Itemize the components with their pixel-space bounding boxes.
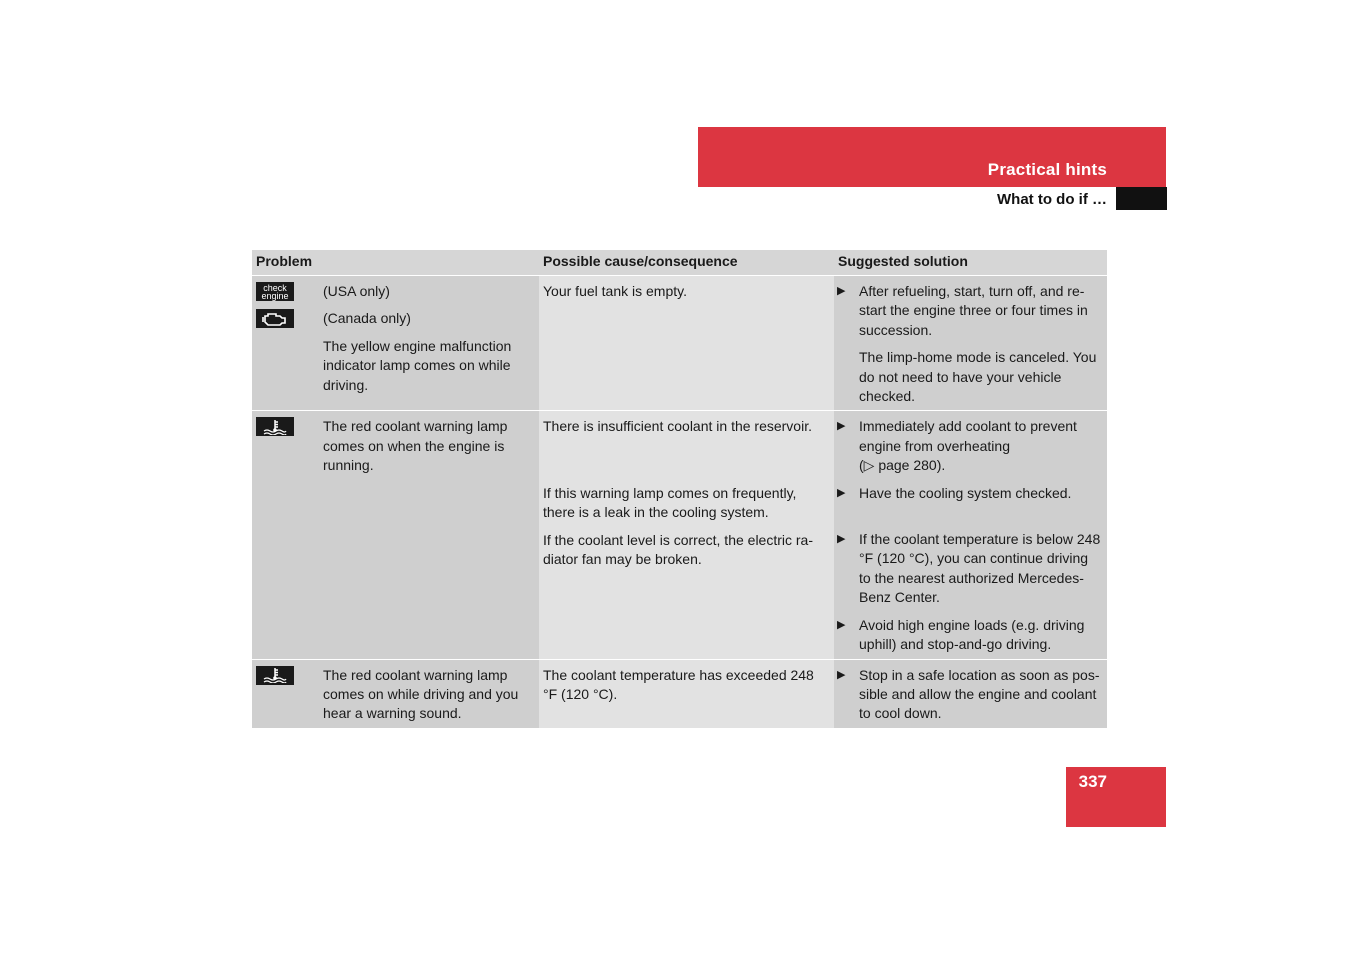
- problem-text: The red coolant warning lamp comes on when the engine is running.: [323, 418, 508, 474]
- header-solution: Suggested solution: [838, 253, 968, 269]
- solution-item: ▶ Stop in a safe location as soon as pos-sible and allow the engine and coolant to cool down.: [837, 666, 1103, 724]
- arrow-bullet-icon: ▶: [837, 618, 846, 631]
- engine-icon: [256, 309, 294, 328]
- usa-only-label: (USA only): [323, 283, 390, 299]
- cause-cell: [539, 276, 834, 410]
- solution-note: The limp-home mode is canceled. You do not need to have your vehicle checked.: [859, 349, 1097, 405]
- solution-item: ▶ If the coolant temperature is below 248 °F (120 °C), you can continue driving to the nearest authorized Mercedes-Benz Center.: [837, 530, 1103, 608]
- solution-cell: [834, 660, 1107, 728]
- solution-item: ▶ Avoid high engine loads (e.g. driving uphill) and stop-and-go driving.: [837, 616, 1103, 655]
- solution-cell: [834, 276, 1107, 410]
- problem-text: The yellow engine malfunction indicator lamp comes on while driving.: [323, 337, 512, 393]
- section-subtitle: What to do if …: [997, 191, 1107, 208]
- arrow-bullet-icon: ▶: [837, 486, 846, 499]
- header-marker: [1116, 187, 1167, 210]
- solution-item: ▶ Immediately add coolant to prevent engine from overheating (▷ page 280).: [837, 417, 1103, 475]
- cause-text: If the coolant level is correct, the electric ra-diator fan may be broken.: [543, 531, 813, 568]
- solution-cell: [834, 411, 1107, 658]
- cause-cell: [539, 660, 834, 728]
- cause-cell: [539, 411, 834, 658]
- header-cause: Possible cause/consequence: [543, 253, 738, 269]
- check-engine-icon: check engine: [256, 282, 294, 301]
- coolant-temperature-icon: [256, 417, 294, 436]
- cause-text: If this warning lamp comes on frequently, there is a leak in the cooling system.: [543, 484, 797, 521]
- table-row: [252, 660, 1107, 729]
- problem-cell: [252, 411, 539, 658]
- page-number: 337: [1078, 772, 1107, 791]
- table-row: [252, 411, 1107, 659]
- solution-item: ▶ Have the cooling system checked.: [837, 484, 1103, 503]
- troubleshooting-table: [252, 250, 1107, 729]
- arrow-bullet-icon: ▶: [837, 285, 846, 297]
- solution-item: ▶ After refueling, start, turn off, and re-start the engine three or four times in succession.: [837, 282, 1103, 340]
- page-reference[interactable]: (▷ page 280).: [859, 457, 946, 474]
- header-problem: Problem: [256, 253, 313, 269]
- cause-text: Your fuel tank is empty.: [543, 283, 687, 299]
- table-header: [252, 250, 1107, 276]
- coolant-temperature-icon: [256, 666, 294, 685]
- arrow-bullet-icon: ▶: [837, 533, 846, 546]
- canada-only-label: (Canada only): [323, 310, 411, 327]
- problem-cell: [252, 276, 539, 410]
- section-title: Practical hints: [987, 160, 1107, 179]
- cause-text: The coolant temperature has exceeded 248 °F (120 °C).: [543, 666, 814, 702]
- arrow-bullet-icon: ▶: [837, 420, 846, 433]
- problem-text: The red coolant warning lamp comes on while driving and you hear a warning sound.: [323, 666, 519, 722]
- arrow-bullet-icon: ▶: [837, 668, 846, 681]
- table-row: [252, 276, 1107, 411]
- cause-text: There is insufficient coolant in the reservoir.: [543, 418, 812, 435]
- problem-cell: [252, 660, 539, 728]
